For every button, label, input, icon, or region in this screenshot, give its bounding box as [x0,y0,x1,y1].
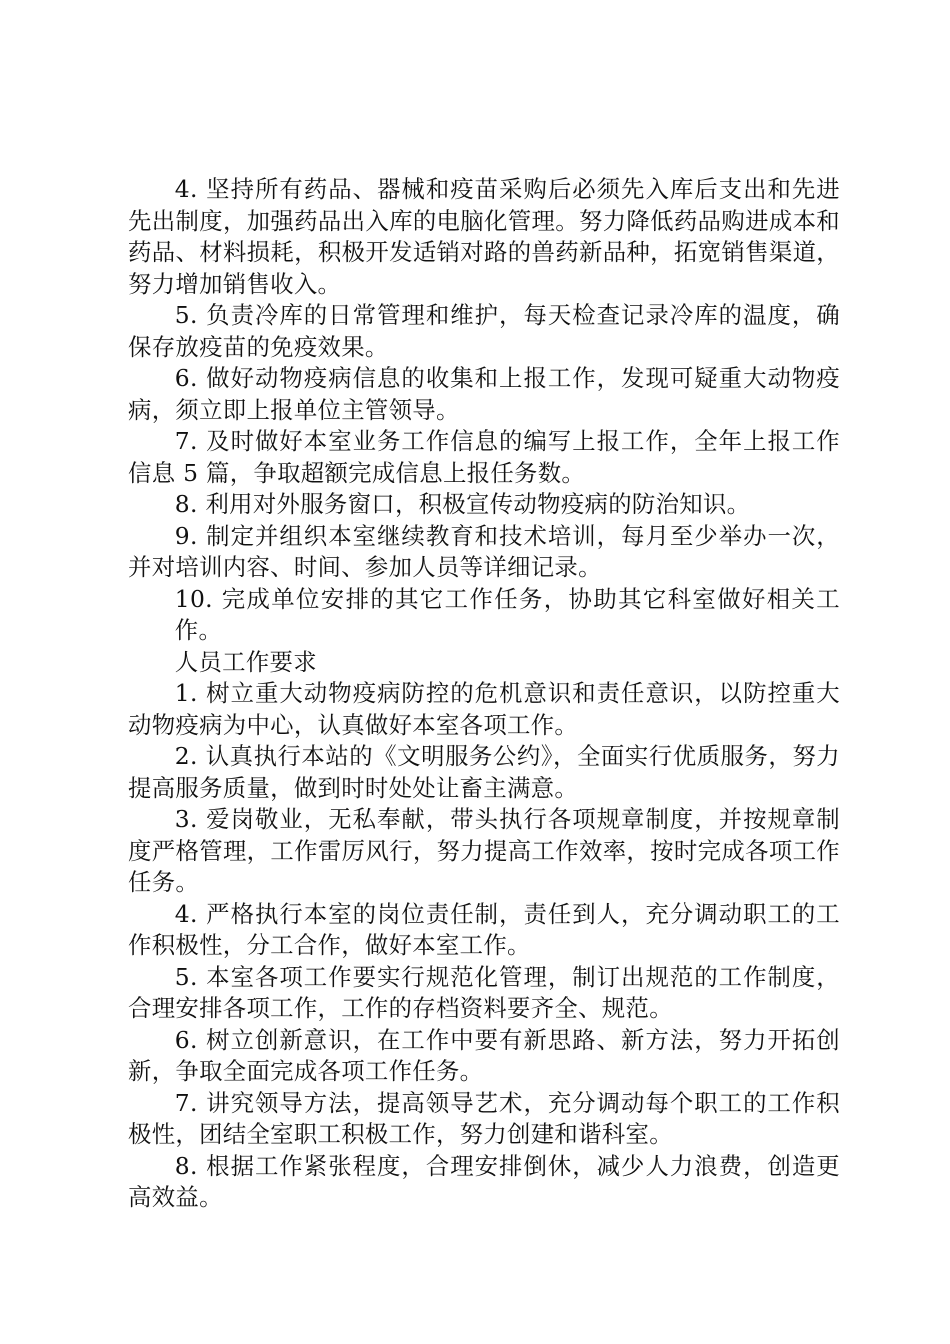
paragraph-item-7: 7. 及时做好本室业务工作信息的编写上报工作，全年上报工作信息 5 篇，争取超额完成信息上报任务数。 [128,427,840,487]
paragraph-item-5: 5. 负责冷库的日常管理和维护，每天检查记录冷库的温度，确保存放疫苗的免疫效果。 [128,301,840,361]
requirement-item-6: 6. 树立创新意识，在工作中要有新思路、新方法，努力开拓创新，争取全面完成各项工作任务。 [128,1025,840,1085]
requirement-item-1: 1. 树立重大动物疫病防控的危机意识和责任意识，以防控重大动物疫病为中心，认真做好本室各项工作。 [128,679,840,739]
paragraph-item-10: 10. 完成单位安排的其它工作任务，协助其它科室做好相关工作。 [174,584,840,644]
paragraph-item-8: 8. 利用对外服务窗口，积极宣传动物疫病的防治知识。 [174,490,751,518]
requirement-item-4: 4. 严格执行本室的岗位责任制，责任到人，充分调动职工的工作积极性，分工合作，做好本室工作。 [128,899,840,959]
requirement-item-5: 5. 本室各项工作要实行规范化管理，制订出规范的工作制度，合理安排各项工作，工作的存档资料要齐全、规范。 [128,962,840,1022]
requirement-item-2: 2. 认真执行本站的《文明服务公约》，全面实行优质服务，努力提高服务质量，做到时时处处让畜主满意。 [128,742,840,802]
paragraph-item-6: 6. 做好动物疫病信息的收集和上报工作，发现可疑重大动物疫病，须立即上报单位主管领导。 [128,364,840,424]
paragraph-item-9: 9. 制定并组织本室继续教育和技术培训，每月至少举办一次，并对培训内容、时间、参加人员等详细记录。 [128,521,840,581]
requirement-item-7: 7. 讲究领导方法，提高领导艺术，充分调动每个职工的工作积极性，团结全室职工积极工作，努力创建和谐科室。 [128,1088,840,1148]
document-body [128,174,840,1214]
requirement-item-8: 8. 根据工作紧张程度，合理安排倒休，减少人力浪费，创造更高效益。 [128,1151,840,1211]
paragraph-item-4: 4. 坚持所有药品、器械和疫苗采购后必须先入库后支出和先进先出制度，加强药品出入库的电脑化管理。努力降低药品购进成本和药品、材料损耗，积极开发适销对路的兽药新品种，拓宽销售渠道，努力增加销售收入。 [128,175,840,298]
requirement-item-3: 3. 爱岗敬业，无私奉献，带头执行各项规章制度，并按规章制度严格管理，工作雷厉风行，努力提高工作效率，按时完成各项工作任务。 [128,805,840,896]
section-heading: 人员工作要求 [174,647,317,676]
